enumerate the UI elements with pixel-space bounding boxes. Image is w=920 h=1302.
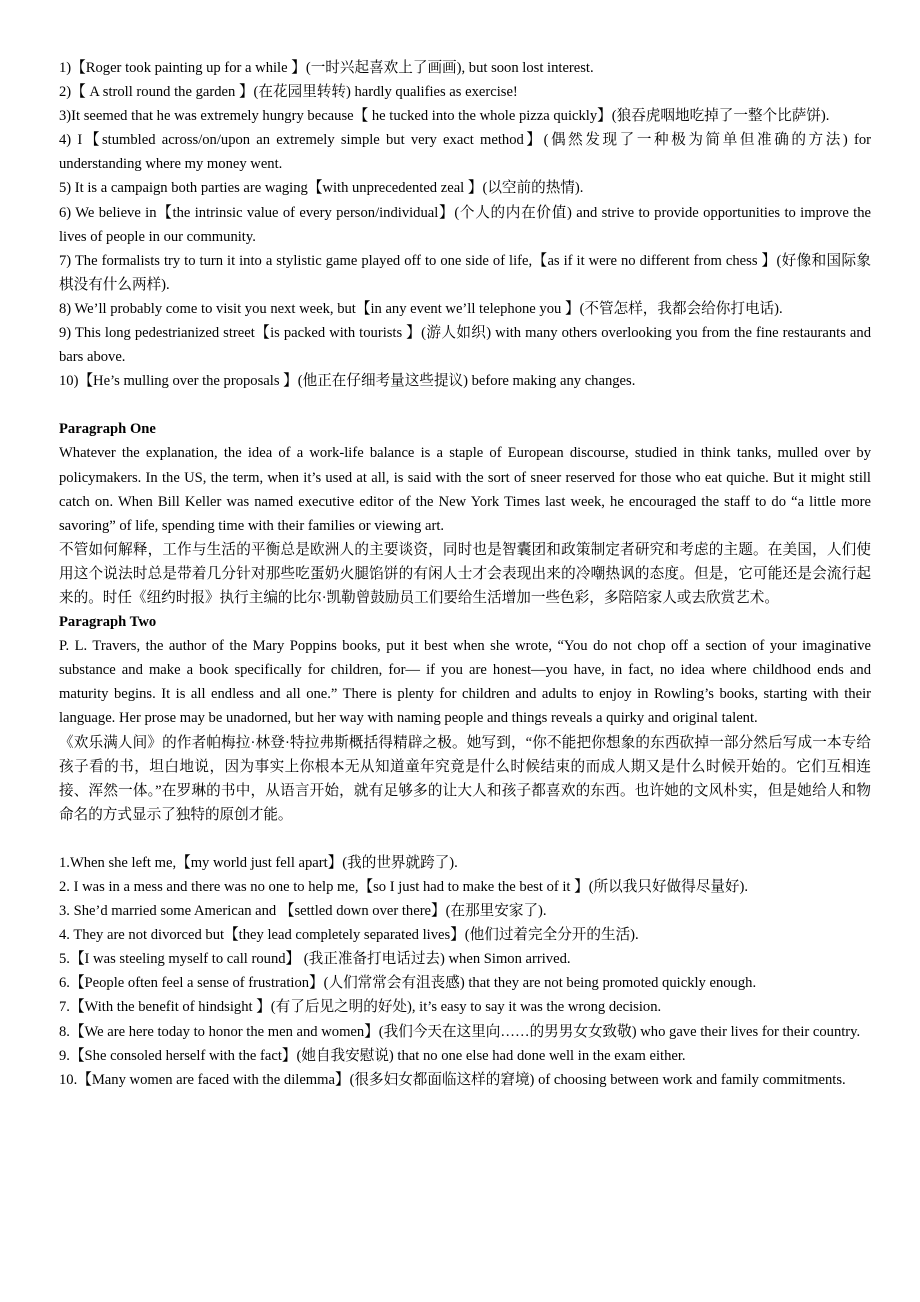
list-item: 9) This long pedestrianized street【is packed with tourists 】(游人如织) with many others overlooking you from the fine restaurants and bars above. <box>59 325 871 366</box>
paragraph-one-heading: Paragraph One <box>59 421 156 438</box>
list-item: 7.【With the benefit of hindsight 】(有了后见之明的好处), it’s easy to say it was the wrong decision. <box>59 999 662 1016</box>
paragraph-two-section <box>59 610 871 827</box>
list-item: 6) We believe in【the intrinsic value of every person/individual】(个人的内在价值) and strive to provide opportunities to improve the lives of people in our community. <box>59 204 871 245</box>
paragraph-two-heading: Paragraph Two <box>59 614 157 631</box>
section-spacer <box>59 827 871 851</box>
list-item: 4. They are not divorced but【they lead completely separated lives】(他们过着完全分开的生活). <box>59 927 639 944</box>
paragraph-one-section <box>59 417 871 610</box>
paragraph-one-chinese: 不管如何解释，工作与生活的平衡总是欧洲人的主要谈资，同时也是智囊团和政策制定者研究和考虑的主题。在美国，人们使用这个说法时总是带着几分针对那些吃蛋奶火腿馅饼的有闲人士才会表现出来的冷嘲热讽的态度。但是，它可能还是会流行起来的。时任《纽约时报》执行主编的比尔·凯勒曾鼓励员工们要给生活增加一些色彩，多陪陪家人或去欣赏艺术。 <box>59 541 871 606</box>
list-item: 1.When she left me,【my world just fell apart】(我的世界就跨了). <box>59 854 458 871</box>
list-item: 8) We’ll probably come to visit you next week, but【in any event we’ll telephone you 】(不管怎样，我都会给你打电话). <box>59 300 783 317</box>
section-spacer <box>59 393 871 417</box>
list-item: 5) It is a campaign both parties are waging【with unprecedented zeal 】(以空前的热情). <box>59 180 584 197</box>
paragraph-two-english: P. L. Travers, the author of the Mary Poppins books, put it best when she wrote, “You do not chop off a section of your imaginative substance and make a book specifically for children, for— if you are honest—you have, in fact, no idea where childhood ends and maturity begins. It is all endless and all one.” There is plenty for children and adults to enjoy in Rowling’s books, starting with their language. Her prose may be unadorned, but her way with naming people and things reveals a quirky and original talent. <box>59 638 871 727</box>
sentence-list-two <box>59 851 871 1092</box>
list-item: 3. She’d married some American and 【settled down over there】(在那里安家了). <box>59 903 547 920</box>
list-item: 5.【I was steeling myself to call round】 (我正准备打电话过去) when Simon arrived. <box>59 951 571 968</box>
list-item: 2)【 A stroll round the garden 】(在花园里转转) hardly qualifies as exercise! <box>59 84 518 101</box>
list-item: 1)【Roger took painting up for a while 】(一时兴起喜欢上了画画), but soon lost interest. <box>59 60 594 76</box>
list-item: 9.【She consoled herself with the fact】(她自我安慰说) that no one else had done well in the exam either. <box>59 1047 686 1064</box>
list-item: 7) The formalists try to turn it into a stylistic game played off to one side of life,【as if it were no different from chess 】(好像和国际象棋没有什么两样). <box>59 252 871 293</box>
list-item: 10)【He’s mulling over the proposals 】(他正在仔细考量这些提议) before making any changes. <box>59 373 636 390</box>
sentence-list-one <box>59 56 871 393</box>
list-item: 4) I【stumbled across/on/upon an extremely simple but very exact method】(偶然发现了一种极为简单但准确的方法) for understanding where my money went. <box>59 132 871 173</box>
list-item: 3)It seemed that he was extremely hungry because【 he tucked into the whole pizza quickly】(狼吞虎咽地吃掉了一整个比萨饼). <box>59 108 830 125</box>
list-item: 8.【We are here today to honor the men and women】(我们今天在这里向……的男男女女致敬) who gave their lives for their country. <box>59 1023 861 1040</box>
list-item: 6.【People often feel a sense of frustration】(人们常常会有沮丧感) that they are not being promoted quickly enough. <box>59 975 757 992</box>
paragraph-two-chinese: 《欢乐满人间》的作者帕梅拉·林登·特拉弗斯概括得精辟之极。她写到，“你不能把你想象的东西砍掉一部分然后写成一本专给孩子看的书，坦白地说，因为事实上你根本无从知道童年究竟是什么时候结束的而成人期又是什么时候开始的。它们互相连接、浑然一体。”在罗琳的书中，从语言开始，就有足够多的让大人和孩子都喜欢的东西。也许她的文风朴实，但是她给人和物命名的方式显示了独特的原创才能。 <box>59 734 871 823</box>
list-item: 2. I was in a mess and there was no one to help me,【so I just had to make the best of it 】(所以我只好做得尽量好). <box>59 879 749 895</box>
list-item: 10.【Many women are faced with the dilemma】(很多妇女都面临这样的窘境) of choosing between work and family commitments. <box>59 1071 846 1088</box>
paragraph-one-english: Whatever the explanation, the idea of a work-life balance is a staple of European discourse, studied in think tanks, mulled over by policymakers. In the US, the term, when it’s used at all, is said with the sort of sneer reserved for those who eat quiche. But it might still catch on. When Bill Keller was named executive editor of the New York Times last week, he encouraged the staff to do “a little more savoring” of life, spending time with their families or viewing art. <box>59 445 871 534</box>
